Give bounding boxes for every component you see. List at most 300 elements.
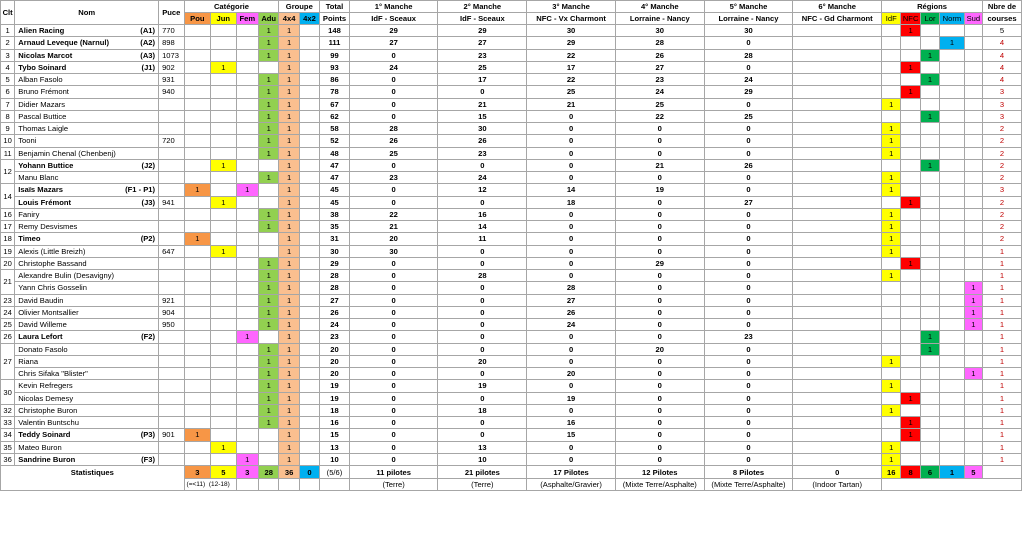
region-sud-cell [964, 380, 982, 392]
manche-6-cell [793, 74, 882, 86]
category-pou-cell [184, 61, 211, 73]
manche-2-cell: 29 [438, 25, 527, 37]
category-adu-cell: 1 [258, 306, 278, 318]
region-norm-cell [940, 282, 964, 294]
table-row [1, 86, 1022, 98]
group-4x4-cell: 1 [279, 453, 299, 465]
category-jun-cell: 1 [211, 159, 236, 171]
region-idf-cell: 1 [882, 172, 901, 184]
manche-5-cell: 0 [704, 270, 793, 282]
manche-3-cell: 0 [527, 257, 616, 269]
pilot-name-text: Isaïs Mazars [18, 185, 64, 195]
header-reg-idf: IdF [882, 13, 901, 25]
manche-4-cell: 0 [615, 270, 704, 282]
pilot-name [15, 184, 159, 196]
group-4x2-cell [299, 196, 319, 208]
region-nfc-cell: 1 [901, 417, 920, 429]
region-sud-cell [964, 25, 982, 37]
stats-total: (5/6) [320, 466, 350, 479]
races-count-cell: 1 [983, 331, 1022, 343]
pilot-name-text: Yann Chris Gosselin [18, 283, 87, 293]
total-points-cell: 18 [320, 404, 350, 416]
puce-cell [159, 208, 184, 220]
pilot-name-text: Louis Frémont [18, 197, 71, 207]
group-4x2-cell [299, 110, 319, 122]
group-4x2-cell [299, 221, 319, 233]
table-row [1, 343, 1022, 355]
total-points-cell: 30 [320, 245, 350, 257]
manche-4-cell: 0 [615, 417, 704, 429]
manche-4-cell: 19 [615, 184, 704, 196]
region-lor-cell [920, 392, 939, 404]
rank-cell: 21 [1, 270, 15, 295]
manche-6-cell [793, 343, 882, 355]
pilot-name-text: Alexis (Little Breizh) [18, 246, 86, 256]
rank-cell: 23 [1, 294, 15, 306]
region-nfc-cell [901, 343, 920, 355]
pilot-name [15, 147, 159, 159]
stats-surface-3: (Asphalte/Gravier) [527, 479, 616, 491]
manche-4-cell: 0 [615, 208, 704, 220]
stats-sub-empty-4 [299, 479, 319, 491]
header-manche-2-title: 2° Manche [438, 1, 527, 13]
category-adu-cell: 1 [258, 172, 278, 184]
group-4x4-cell: 1 [279, 98, 299, 110]
group-4x4-cell: 1 [279, 233, 299, 245]
category-fem-cell [236, 294, 258, 306]
region-norm-cell [940, 74, 964, 86]
group-4x4-cell: 1 [279, 417, 299, 429]
group-4x2-cell [299, 74, 319, 86]
region-nfc-cell [901, 404, 920, 416]
total-points-cell: 20 [320, 355, 350, 367]
manche-2-cell: 25 [438, 61, 527, 73]
category-fem-cell [236, 441, 258, 453]
races-count-cell: 1 [983, 441, 1022, 453]
table-row [1, 221, 1022, 233]
manche-1-cell: 0 [349, 282, 438, 294]
manche-2-cell: 0 [438, 368, 527, 380]
header-grp-4x4: 4x4 [279, 13, 299, 25]
rank-cell: 19 [1, 245, 15, 257]
group-4x2-cell [299, 147, 319, 159]
region-norm-cell [940, 319, 964, 331]
stats-sub-empty-3 [279, 479, 299, 491]
region-lor-cell [920, 233, 939, 245]
manche-5-cell: 28 [704, 49, 793, 61]
manche-4-cell: 22 [615, 110, 704, 122]
manche-2-cell: 17 [438, 74, 527, 86]
pilot-name [15, 368, 159, 380]
category-fem-cell [236, 429, 258, 441]
region-lor-cell [920, 208, 939, 220]
category-jun-cell [211, 294, 236, 306]
manche-1-cell: 24 [349, 61, 438, 73]
stats-4x2: 0 [299, 466, 319, 479]
pilot-name [15, 319, 159, 331]
region-idf-cell: 1 [882, 208, 901, 220]
region-nfc-cell [901, 245, 920, 257]
pilot-name-text: Alban Fasolo [18, 75, 63, 85]
category-pou-cell [184, 282, 211, 294]
group-4x2-cell [299, 282, 319, 294]
header-manche-5-place: Lorraine - Nancy [704, 13, 793, 25]
category-fem-cell [236, 147, 258, 159]
group-4x2-cell [299, 294, 319, 306]
manche-3-cell: 26 [527, 306, 616, 318]
region-lor-cell [920, 221, 939, 233]
pilot-name [15, 49, 159, 61]
region-nfc-cell [901, 270, 920, 282]
region-sud-cell: 1 [964, 294, 982, 306]
category-pou-cell: 1 [184, 429, 211, 441]
category-jun-cell [211, 98, 236, 110]
category-pou-cell [184, 98, 211, 110]
rank-cell: 11 [1, 147, 15, 159]
manche-6-cell [793, 123, 882, 135]
category-pou-cell [184, 245, 211, 257]
total-points-cell: 148 [320, 25, 350, 37]
manche-6-cell [793, 208, 882, 220]
region-norm-cell: 1 [940, 37, 964, 49]
pilot-name-text: Tybo Soinard [18, 62, 67, 72]
races-count-cell: 1 [983, 392, 1022, 404]
category-fem-cell [236, 159, 258, 171]
region-lor-cell [920, 355, 939, 367]
total-points-cell: 52 [320, 135, 350, 147]
header-grp-4x2: 4x2 [299, 13, 319, 25]
races-count-cell: 1 [983, 257, 1022, 269]
manche-2-cell: 11 [438, 233, 527, 245]
manche-5-cell: 0 [704, 429, 793, 441]
group-4x4-cell: 1 [279, 380, 299, 392]
region-sud-cell [964, 147, 982, 159]
group-4x4-cell: 1 [279, 257, 299, 269]
rank-cell: 30 [1, 380, 15, 405]
region-norm-cell [940, 208, 964, 220]
puce-cell [159, 417, 184, 429]
group-4x2-cell [299, 37, 319, 49]
category-pou-cell [184, 172, 211, 184]
pilot-name [15, 355, 159, 367]
category-jun-cell [211, 135, 236, 147]
region-nfc-cell: 1 [901, 196, 920, 208]
header-manche-1-place: IdF - Sceaux [349, 13, 438, 25]
pilot-name [15, 233, 159, 245]
header-groupe: Groupe [279, 1, 320, 13]
category-pou-cell [184, 306, 211, 318]
category-adu-cell: 1 [258, 355, 278, 367]
rank-cell: 5 [1, 74, 15, 86]
region-nfc-cell [901, 294, 920, 306]
manche-1-cell: 30 [349, 245, 438, 257]
region-sud-cell [964, 172, 982, 184]
pilot-name [15, 37, 159, 49]
region-norm-cell [940, 184, 964, 196]
region-idf-cell [882, 86, 901, 98]
region-lor-cell [920, 196, 939, 208]
puce-cell [159, 98, 184, 110]
region-norm-cell [940, 355, 964, 367]
category-jun-cell [211, 282, 236, 294]
stats-surface-1: (Terre) [349, 479, 438, 491]
stats-sub-age [184, 479, 236, 491]
region-idf-cell: 1 [882, 98, 901, 110]
puce-cell: 931 [159, 74, 184, 86]
stats-sub-spacer [1, 479, 185, 491]
pilot-name [15, 392, 159, 404]
region-lor-cell [920, 404, 939, 416]
header-manche-6-place: NFC - Gd Charmont [793, 13, 882, 25]
table-row [1, 123, 1022, 135]
group-4x2-cell [299, 270, 319, 282]
region-idf-cell [882, 368, 901, 380]
pilot-name-text: Nicolas Demesy [18, 393, 74, 403]
category-jun-cell [211, 392, 236, 404]
total-points-cell: 19 [320, 392, 350, 404]
region-idf-cell [882, 294, 901, 306]
region-sud-cell [964, 208, 982, 220]
stats-pou: 3 [184, 466, 211, 479]
manche-3-cell: 0 [527, 453, 616, 465]
category-jun-cell [211, 404, 236, 416]
region-sud-cell [964, 392, 982, 404]
region-norm-cell [940, 135, 964, 147]
manche-1-cell: 23 [349, 172, 438, 184]
category-fem-cell [236, 49, 258, 61]
manche-6-cell [793, 196, 882, 208]
standings-rows [1, 25, 1022, 466]
region-sud-cell [964, 355, 982, 367]
stats-sub-empty-5 [320, 479, 350, 491]
category-adu-cell [258, 441, 278, 453]
manche-4-cell: 23 [615, 74, 704, 86]
region-idf-cell [882, 319, 901, 331]
manche-1-cell: 21 [349, 221, 438, 233]
stats-surface-2: (Terre) [438, 479, 527, 491]
manche-4-cell: 0 [615, 196, 704, 208]
stats-surface-4: (Mixte Terre/Asphalte) [615, 479, 704, 491]
category-pou-cell [184, 74, 211, 86]
puce-cell: 720 [159, 135, 184, 147]
manche-6-cell [793, 184, 882, 196]
manche-4-cell: 0 [615, 147, 704, 159]
manche-1-cell: 0 [349, 49, 438, 61]
pilot-name [15, 123, 159, 135]
total-points-cell: 20 [320, 368, 350, 380]
manche-2-cell: 0 [438, 392, 527, 404]
category-adu-cell: 1 [258, 37, 278, 49]
category-jun-cell [211, 453, 236, 465]
manche-5-cell: 0 [704, 343, 793, 355]
races-count-cell: 4 [983, 49, 1022, 61]
total-points-cell: 62 [320, 110, 350, 122]
total-points-cell: 38 [320, 208, 350, 220]
region-idf-cell: 1 [882, 270, 901, 282]
pilot-name [15, 245, 159, 257]
category-fem-cell [236, 98, 258, 110]
category-pou-cell [184, 294, 211, 306]
group-4x2-cell [299, 25, 319, 37]
category-pou-cell [184, 159, 211, 171]
pilot-name [15, 25, 159, 37]
manche-2-cell: 0 [438, 417, 527, 429]
table-row [1, 49, 1022, 61]
pilot-name [15, 257, 159, 269]
region-norm-cell [940, 343, 964, 355]
table-row [1, 404, 1022, 416]
table-row [1, 61, 1022, 73]
races-count-cell: 1 [983, 404, 1022, 416]
pilot-name [15, 404, 159, 416]
total-points-cell: 13 [320, 441, 350, 453]
manche-2-cell: 13 [438, 441, 527, 453]
category-adu-cell: 1 [258, 74, 278, 86]
category-jun-cell [211, 257, 236, 269]
region-norm-cell [940, 404, 964, 416]
races-count-cell: 1 [983, 282, 1022, 294]
races-count-cell: 1 [983, 368, 1022, 380]
manche-3-cell: 0 [527, 245, 616, 257]
rank-cell: 35 [1, 441, 15, 453]
header-nbre: Nbre de [983, 1, 1022, 13]
puce-cell: 950 [159, 319, 184, 331]
stats-fem: 3 [236, 466, 258, 479]
puce-cell: 941 [159, 196, 184, 208]
rank-cell: 8 [1, 110, 15, 122]
region-nfc-cell [901, 319, 920, 331]
races-count-cell: 2 [983, 159, 1022, 171]
category-pou-cell [184, 25, 211, 37]
category-pou-cell [184, 208, 211, 220]
region-lor-cell [920, 429, 939, 441]
region-nfc-cell [901, 123, 920, 135]
group-4x4-cell: 1 [279, 208, 299, 220]
manche-2-cell: 0 [438, 86, 527, 98]
total-points-cell: 58 [320, 123, 350, 135]
total-points-cell: 86 [320, 74, 350, 86]
group-4x4-cell: 1 [279, 245, 299, 257]
pilot-name [15, 135, 159, 147]
total-points-cell: 47 [320, 159, 350, 171]
table-row [1, 453, 1022, 465]
manche-1-cell: 0 [349, 196, 438, 208]
manche-3-cell: 30 [527, 25, 616, 37]
group-4x2-cell [299, 319, 319, 331]
region-nfc-cell: 1 [901, 392, 920, 404]
manche-4-cell: 30 [615, 25, 704, 37]
manche-4-cell: 0 [615, 429, 704, 441]
races-count-cell: 1 [983, 453, 1022, 465]
rank-cell: 4 [1, 61, 15, 73]
races-count-cell: 1 [983, 270, 1022, 282]
category-fem-cell: 1 [236, 453, 258, 465]
pilot-code: (A3) [140, 50, 156, 60]
manche-2-cell: 21 [438, 98, 527, 110]
region-norm-cell [940, 380, 964, 392]
category-pou-cell [184, 196, 211, 208]
region-lor-cell [920, 380, 939, 392]
manche-4-cell: 20 [615, 343, 704, 355]
manche-1-cell: 22 [349, 208, 438, 220]
stats-manche-3: 17 Pilotes [527, 466, 616, 479]
pilot-name [15, 453, 159, 465]
region-sud-cell: 1 [964, 282, 982, 294]
category-pou-cell [184, 147, 211, 159]
region-norm-cell [940, 61, 964, 73]
region-idf-cell: 1 [882, 184, 901, 196]
region-nfc-cell [901, 355, 920, 367]
category-pou-cell [184, 355, 211, 367]
manche-6-cell [793, 429, 882, 441]
stats-sub-empty-1 [236, 479, 258, 491]
group-4x4-cell: 1 [279, 159, 299, 171]
category-jun-cell [211, 343, 236, 355]
category-fem-cell [236, 343, 258, 355]
table-row [1, 245, 1022, 257]
group-4x2-cell [299, 257, 319, 269]
group-4x4-cell: 1 [279, 110, 299, 122]
region-norm-cell [940, 98, 964, 110]
category-fem-cell [236, 221, 258, 233]
pilot-name [15, 417, 159, 429]
total-points-cell: 111 [320, 37, 350, 49]
pilot-code: (P2) [140, 234, 156, 244]
manche-3-cell: 0 [527, 123, 616, 135]
region-lor-cell [920, 319, 939, 331]
manche-5-cell: 0 [704, 61, 793, 73]
group-4x2-cell [299, 159, 319, 171]
category-jun-cell [211, 86, 236, 98]
pilot-name [15, 331, 159, 343]
pilot-name-text: Olivier Montsallier [18, 307, 79, 317]
manche-3-cell: 21 [527, 98, 616, 110]
rank-cell: 1 [1, 25, 15, 37]
region-norm-cell [940, 25, 964, 37]
stats-sub-empty-6 [882, 479, 1022, 491]
region-lor-cell [920, 441, 939, 453]
group-4x2-cell [299, 441, 319, 453]
region-lor-cell [920, 147, 939, 159]
stats-manche-5: 8 Pilotes [704, 466, 793, 479]
region-norm-cell [940, 441, 964, 453]
manche-2-cell: 30 [438, 123, 527, 135]
races-count-cell: 1 [983, 343, 1022, 355]
region-nfc-cell: 1 [901, 86, 920, 98]
table-row [1, 233, 1022, 245]
stats-sub-jun: (12-18) [208, 481, 230, 488]
category-adu-cell [258, 61, 278, 73]
manche-4-cell: 27 [615, 61, 704, 73]
group-4x4-cell: 1 [279, 355, 299, 367]
manche-5-cell: 0 [704, 208, 793, 220]
category-adu-cell: 1 [258, 123, 278, 135]
total-points-cell: 10 [320, 453, 350, 465]
group-4x4-cell: 1 [279, 343, 299, 355]
pilot-name [15, 86, 159, 98]
races-count-cell: 2 [983, 172, 1022, 184]
category-pou-cell [184, 37, 211, 49]
category-jun-cell [211, 380, 236, 392]
pilot-name-text: Faniry [18, 209, 40, 219]
manche-4-cell: 0 [615, 294, 704, 306]
pilot-name-text: Alexandre Bulin (Desavigny) [18, 271, 115, 281]
category-fem-cell: 1 [236, 184, 258, 196]
pilot-name-text: Valentin Buntschu [18, 418, 79, 428]
pilot-name [15, 441, 159, 453]
category-fem-cell [236, 74, 258, 86]
category-jun-cell [211, 233, 236, 245]
